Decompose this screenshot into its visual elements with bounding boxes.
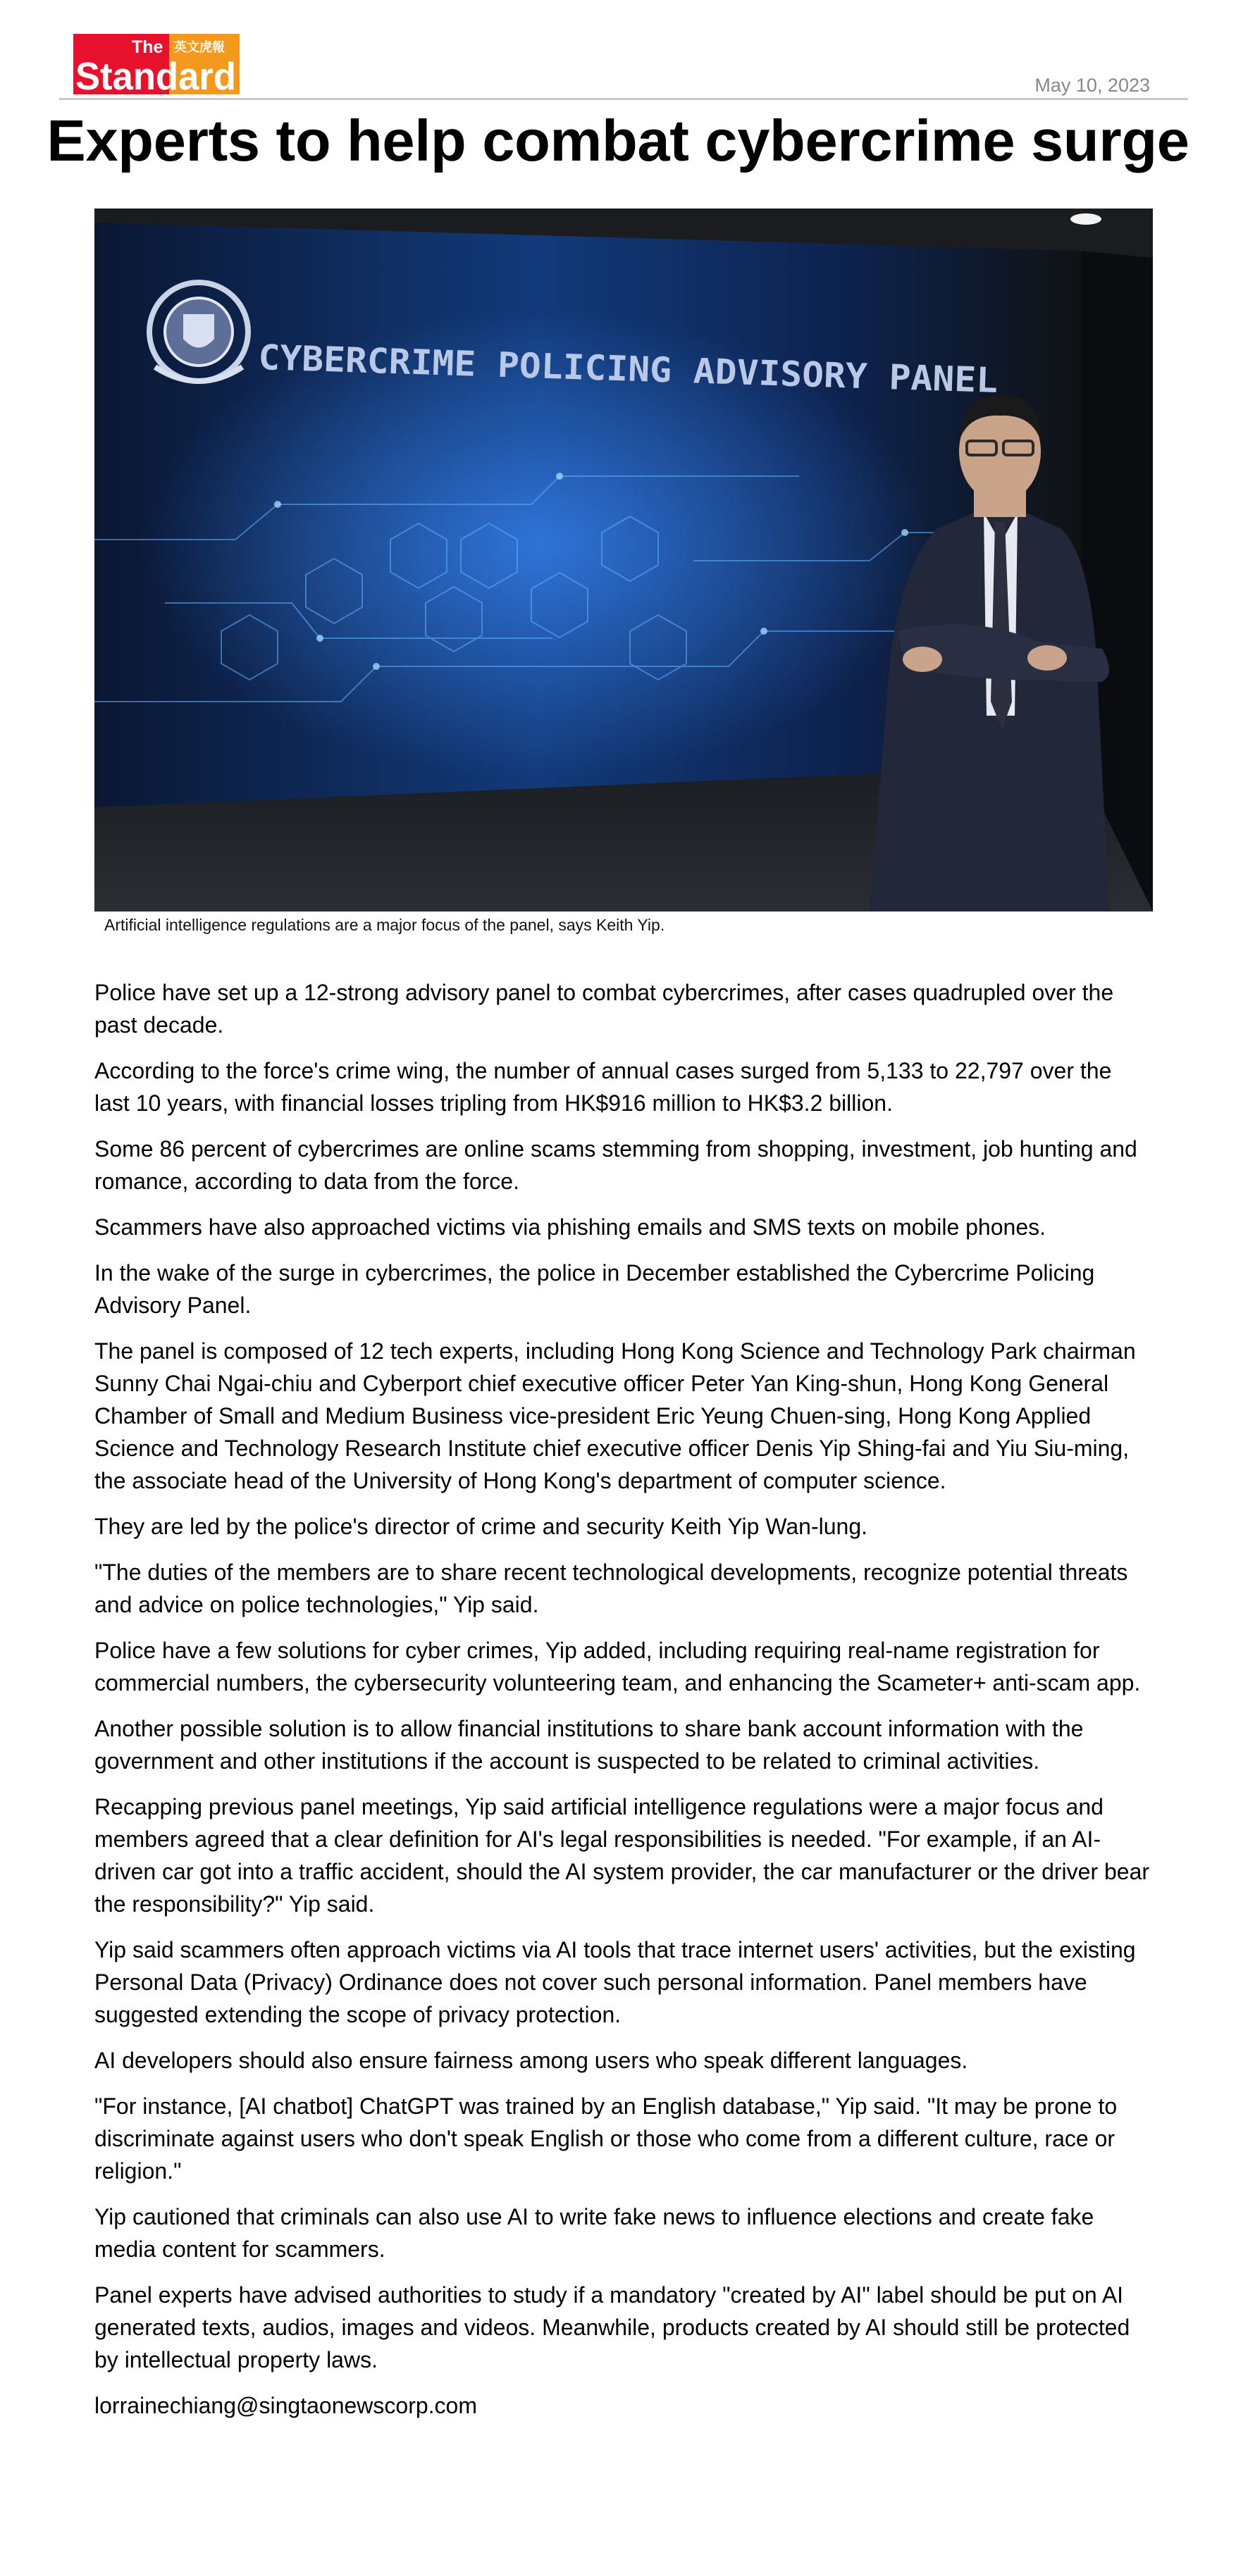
paragraph: AI developers should also ensure fairness among users who speak different languages. (94, 2048, 968, 2073)
svg-text:Standard: Standard (75, 54, 236, 94)
paragraph: According to the force's crime wing, the number of annual cases surged from 5,133 to 22,797 over the last 10 years, with financial losses tripling from HK$916 million to HK$3.2 billion. (94, 1058, 1112, 1116)
svg-text:英文虎報: 英文虎報 (174, 40, 225, 55)
article-photo (94, 209, 1153, 911)
author-email[interactable]: lorrainechiang@singtaonewscorp.com (94, 2393, 477, 2418)
paragraph: Recapping previous panel meetings, Yip said artificial intelligence regulations were a major focus and members agreed that a clear definition for AI's legal responsibilities is needed. "For example, if an AI-driven car got into a traffic accident, should the AI system provider, the car manufacturer or the driver bear the responsibility?" Yip said. (94, 1794, 1150, 1917)
article-body (94, 976, 1151, 2422)
paragraph: Yip said scammers often approach victims via AI tools that trace internet users' activities, but the existing Personal Data (Privacy) Ordinance does not cover such personal information. Panel members have suggested extending the scope of privacy protection. (94, 1937, 1136, 2027)
masthead-divider (59, 98, 1188, 100)
paragraph: Yip cautioned that criminals can also use AI to write fake news to influence elections and create fake media content for scammers. (94, 2204, 1094, 2262)
panel-wall-sign: CYBERCRIME POLICING ADVISORY PANEL (257, 337, 965, 400)
photo-caption: Artificial intelligence regulations are a major focus of the panel, says Keith Yip. (104, 916, 665, 934)
paragraph: Some 86 percent of cybercrimes are online scams stemming from shopping, investment, job hunting and romance, according to data from the force. (94, 1136, 1137, 1194)
paragraph: Police have set up a 12-strong advisory panel to combat cybercrimes, after cases quadrupled over the past decade. (94, 980, 1114, 1038)
paragraph: Scammers have also approached victims via phishing emails and SMS texts on mobile phones. (94, 1214, 1046, 1240)
paragraph: The panel is composed of 12 tech experts, including Hong Kong Science and Technology Park chairman Sunny Chai Ngai-chiu and Cyberport chief executive officer Peter Yan King-shun, Hong Kong General Chamber of Small and Medium Business vice-president Eric Yeung Chuen-sing, Hong Kong Applied Science and Technology Research Institute chief executive officer Denis Yip Shing-fai and Yiu Siu-ming, the associate head of the University of Hong Kong's department of computer science. (94, 1338, 1136, 1493)
police-crest-icon (149, 282, 248, 381)
paragraph: They are led by the police's director of crime and security Keith Yip Wan-lung. (94, 1514, 867, 1539)
paragraph: Police have a few solutions for cyber crimes, Yip added, including requiring real-name registration for commercial numbers, the cybersecurity volunteering team, and enhancing the Scameter+ anti-scam app. (94, 1638, 1141, 1695)
paragraph: Panel experts have advised authorities to study if a mandatory "created by AI" label should be put on AI generated texts, audios, images and videos. Meanwhile, products created by AI should still be protected by intellectual property laws. (94, 2282, 1130, 2372)
paragraph: "For instance, [AI chatbot] ChatGPT was trained by an English database," Yip said. "It may be prone to discriminate against users who don't speak English or those who come from a different culture, race or religion." (94, 2093, 1118, 2184)
paragraph: In the wake of the surge in cybercrimes, the police in December established the Cybercrime Policing Advisory Panel. (94, 1260, 1095, 1318)
the-standard-logo[interactable] (73, 34, 240, 94)
headline: Experts to help combat cybercrime surge (47, 108, 1189, 173)
paragraph: "The duties of the members are to share recent technological developments, recognize potential threats and advice on police technologies," Yip said. (94, 1560, 1128, 1617)
svg-text:The: The (132, 37, 163, 57)
publish-date: May 10, 2023 (1034, 75, 1150, 96)
paragraph: Another possible solution is to allow financial institutions to share bank account information with the government and other institutions if the account is suspected to be related to criminal activities. (94, 1716, 1084, 1774)
masthead (59, 31, 1188, 101)
